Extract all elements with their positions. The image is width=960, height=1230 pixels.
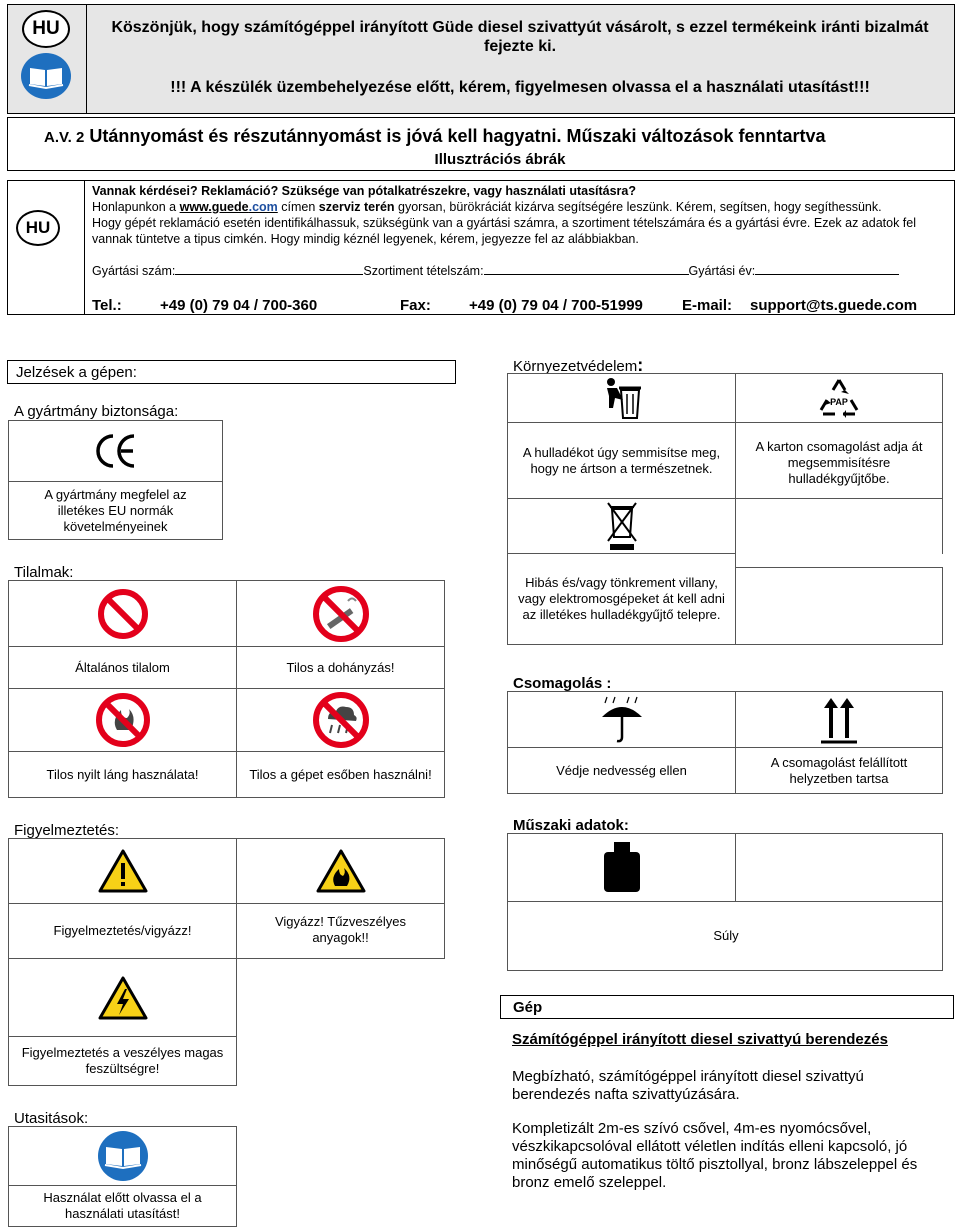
- service-text: [92, 183, 947, 247]
- tech-title: Műszaki adatok:: [513, 817, 629, 834]
- packaging-icon-cell-2: [735, 691, 943, 748]
- env-icon-cell-1: [507, 373, 736, 423]
- packaging-label-1: Védje nedvesség ellen: [556, 762, 687, 778]
- service-lang-text: HU: [25, 218, 51, 237]
- book-icon: [20, 52, 72, 100]
- prohibit-label-1: Általános tilalom: [75, 659, 170, 675]
- no-rain-use-icon: [312, 691, 370, 749]
- env-label-cell-3: [507, 553, 736, 645]
- env-label-3: Hibás és/vagy tönkrement villany, vagy elektromosgépeket át kell adni az illetékes hulladékgyűjtő telepre.: [518, 575, 725, 622]
- service-line2: [92, 199, 947, 215]
- prohibit-icon-cell-2: [236, 580, 445, 647]
- warning-label-cell-1: [8, 903, 237, 959]
- env-empty-cell-4: [735, 567, 943, 645]
- packaging-label-2: A csomagolást felállított helyzetben tartsa: [770, 754, 908, 786]
- env-label-2: A karton csomagolást adja át megsemmisítésre hulladékgyűjtőbe.: [755, 439, 923, 486]
- read-manual-icon: [96, 1130, 150, 1182]
- website-link-a: www.guede: [179, 200, 249, 214]
- tel-value: +49 (0) 79 04 / 700-360: [160, 297, 318, 314]
- machine-desc-2: Kompletizált 2m-es szívó csővel, 4m-es nyomócsővel, vészkikapcsolóval ellátott véletlen indítás elleni kapcsoló, jó minőségű automatikus töltő pisztollyal, bronz lábszeleppel és bronz emelő szeleppel.: [512, 1120, 918, 1191]
- prohibit-label-2: Tilos a dohányzás!: [286, 659, 395, 675]
- packaging-label-cell-1: [507, 747, 736, 794]
- env-icon-cell-3: [507, 498, 736, 554]
- warning-icon-cell-3: [8, 958, 237, 1037]
- machine-title: Gép: [513, 998, 543, 1016]
- ce-text: A gyártmány megfelel az illetékes EU normák követelményeinek: [44, 486, 187, 534]
- weight-icon: [602, 842, 642, 894]
- packaging-title: Csomagolás :: [513, 675, 612, 692]
- prohibit-label-cell-1: [8, 646, 237, 689]
- copyright-text: Utánnyomást és részutánnyomást is jóvá kell hagyatni. Műszaki változások fenntartva: [89, 126, 826, 146]
- service-line2-pre: Honlapunkon a: [92, 200, 177, 214]
- warning-label-2: Vigyázz! Tűzveszélyes anyagok!!: [274, 914, 407, 945]
- env-icon-cell-2: [735, 373, 943, 423]
- env-title-colon: :: [637, 355, 644, 375]
- flammable-warning-icon: [315, 848, 367, 894]
- tel-label: Tel.:: [92, 297, 122, 314]
- machine-title-box: [500, 995, 954, 1019]
- env-title-text: Környezetvédelem: [513, 358, 638, 375]
- env-empty-cell-3: [735, 498, 943, 554]
- website-link-b: .com: [248, 200, 278, 214]
- service-left-cell: [7, 180, 85, 315]
- prohibit-icon-cell-3: [8, 688, 237, 752]
- service-line2-post: gyorsan, bürökráciát kizárva segítségére leszünk. Kérem, segítsen, hogy segíthessünk.: [398, 200, 882, 214]
- fax-label: Fax:: [400, 297, 431, 314]
- service-line2-bold: szerviz terén: [318, 200, 395, 214]
- service-lang-badge: [16, 210, 60, 246]
- prohibit-label-cell-3: [8, 751, 237, 798]
- weight-divider: [507, 901, 508, 971]
- warning-label-cell-2: [236, 903, 445, 959]
- no-smoking-icon: [312, 585, 370, 643]
- recycle-pap-icon: [815, 376, 863, 420]
- warning-label-cell-3: [8, 1036, 237, 1086]
- service-line1: Vannak kérdései? Reklamáció? Szüksége van pótalkatrészekre, vagy használati utasításra?: [92, 184, 637, 198]
- prohibit-label-cell-4: [236, 751, 445, 798]
- weight-icon-cell: [507, 833, 736, 902]
- keep-dry-umbrella-icon: [599, 695, 645, 745]
- env-label-cell-1: [507, 422, 736, 499]
- copyright-av: A.V. 2: [44, 129, 85, 146]
- weight-label: Súly: [713, 928, 739, 943]
- packaging-icon-cell-1: [507, 691, 736, 748]
- header-thanks: Köszönjük, hogy számítógéppel irányított Güde diesel szivattyút vásárolt, s ezzel termékeink iránti bizalmát fejezte ki.: [111, 19, 929, 55]
- website-link[interactable]: [180, 200, 278, 214]
- assortment-field[interactable]: [484, 263, 689, 275]
- copyright-sub: Illusztrációs ábrák: [434, 151, 566, 168]
- warning-label-1: Figyelmeztetés/vigyázz!: [53, 923, 192, 938]
- warning-label-3: Figyelmeztetés a veszélyes magas feszültségre!: [21, 1045, 224, 1076]
- service-fields: [92, 263, 942, 278]
- general-prohibition-icon: [97, 588, 149, 640]
- warnings-title: Figyelmeztetés:: [14, 822, 120, 839]
- email-value[interactable]: support@ts.guede.com: [750, 297, 918, 314]
- ce-icon-cell: [8, 420, 223, 482]
- markings-title: Jelzések a gépen:: [16, 363, 137, 381]
- year-field[interactable]: [755, 263, 899, 275]
- weee-bin-icon: [604, 501, 640, 551]
- markings-title-box: [7, 360, 456, 384]
- lang-badge: [22, 10, 70, 48]
- email-label: E-mail:: [682, 297, 733, 314]
- prohibitions-title: Tilalmak:: [14, 564, 74, 581]
- service-line2-mid: címen: [281, 200, 316, 214]
- copyright-line: [44, 126, 944, 147]
- high-voltage-warning-icon: [97, 975, 149, 1021]
- prohibit-icon-cell-1: [8, 580, 237, 647]
- machine-desc-1: Megbízható, számítógéppel irányított diesel szivattyú berendezés nafta szivattyúzására.: [512, 1068, 864, 1103]
- year-label: Gyártási év:: [688, 264, 756, 278]
- instructions-label-cell: [8, 1185, 237, 1227]
- no-open-flame-icon: [95, 692, 151, 748]
- prohibit-icon-cell-4: [236, 688, 445, 752]
- instructions-title: Utasitások:: [14, 1110, 89, 1127]
- ce-mark-icon: [94, 433, 138, 469]
- fax-value: +49 (0) 79 04 / 700-51999: [469, 297, 643, 314]
- safety-title: A gyártmány biztonsága:: [14, 403, 179, 420]
- general-warning-icon: [97, 848, 149, 894]
- weight-label-cell: [507, 901, 943, 971]
- pap-label: PAP: [830, 397, 848, 407]
- weight-empty-cell: [735, 833, 943, 902]
- warning-icon-cell-1: [8, 838, 237, 904]
- instructions-label: Használat előtt olvassa el a használati utasítást!: [43, 1190, 202, 1221]
- machine-name: Számítógéppel irányított diesel szivattyú berendezés: [512, 1031, 888, 1048]
- packaging-label-cell-2: [735, 747, 943, 794]
- serial-field[interactable]: [175, 263, 363, 275]
- env-label-1: A hulladékot úgy semmisítse meg, hogy ne ártson a természetnek.: [522, 444, 721, 476]
- waste-bin-icon: [601, 376, 643, 420]
- prohibit-label-3: Tilos nyilt láng használata!: [46, 766, 199, 782]
- service-line3: Hogy gépét reklamáció esetén identifikálhassuk, szükségünk van a gyártási számra, a szortiment tételszámára és a gyártási évre. Ezek az adatok fel vannak tüntetve a tipus cimkén. Hogy mindig kéznél legyenek, kérem, jegyezze fel az alábbiakban.: [92, 216, 917, 246]
- lang-badge-text: HU: [32, 18, 60, 39]
- instructions-icon-cell: [8, 1126, 237, 1186]
- env-label-cell-2: [735, 422, 943, 499]
- prohibit-label-cell-2: [236, 646, 445, 689]
- warning-icon-cell-2: [236, 838, 445, 904]
- ce-text-cell: [8, 481, 223, 540]
- this-way-up-icon: [819, 696, 859, 744]
- serial-label: Gyártási szám:: [92, 264, 176, 278]
- assortment-label: Szortiment tételszám:: [363, 264, 484, 278]
- header-warning: !!! A készülék üzembehelyezése előtt, kérem, figyelmesen olvassa el a használati utasítást!!!: [170, 79, 870, 96]
- prohibit-label-4: Tilos a gépet esőben használni!: [249, 766, 432, 782]
